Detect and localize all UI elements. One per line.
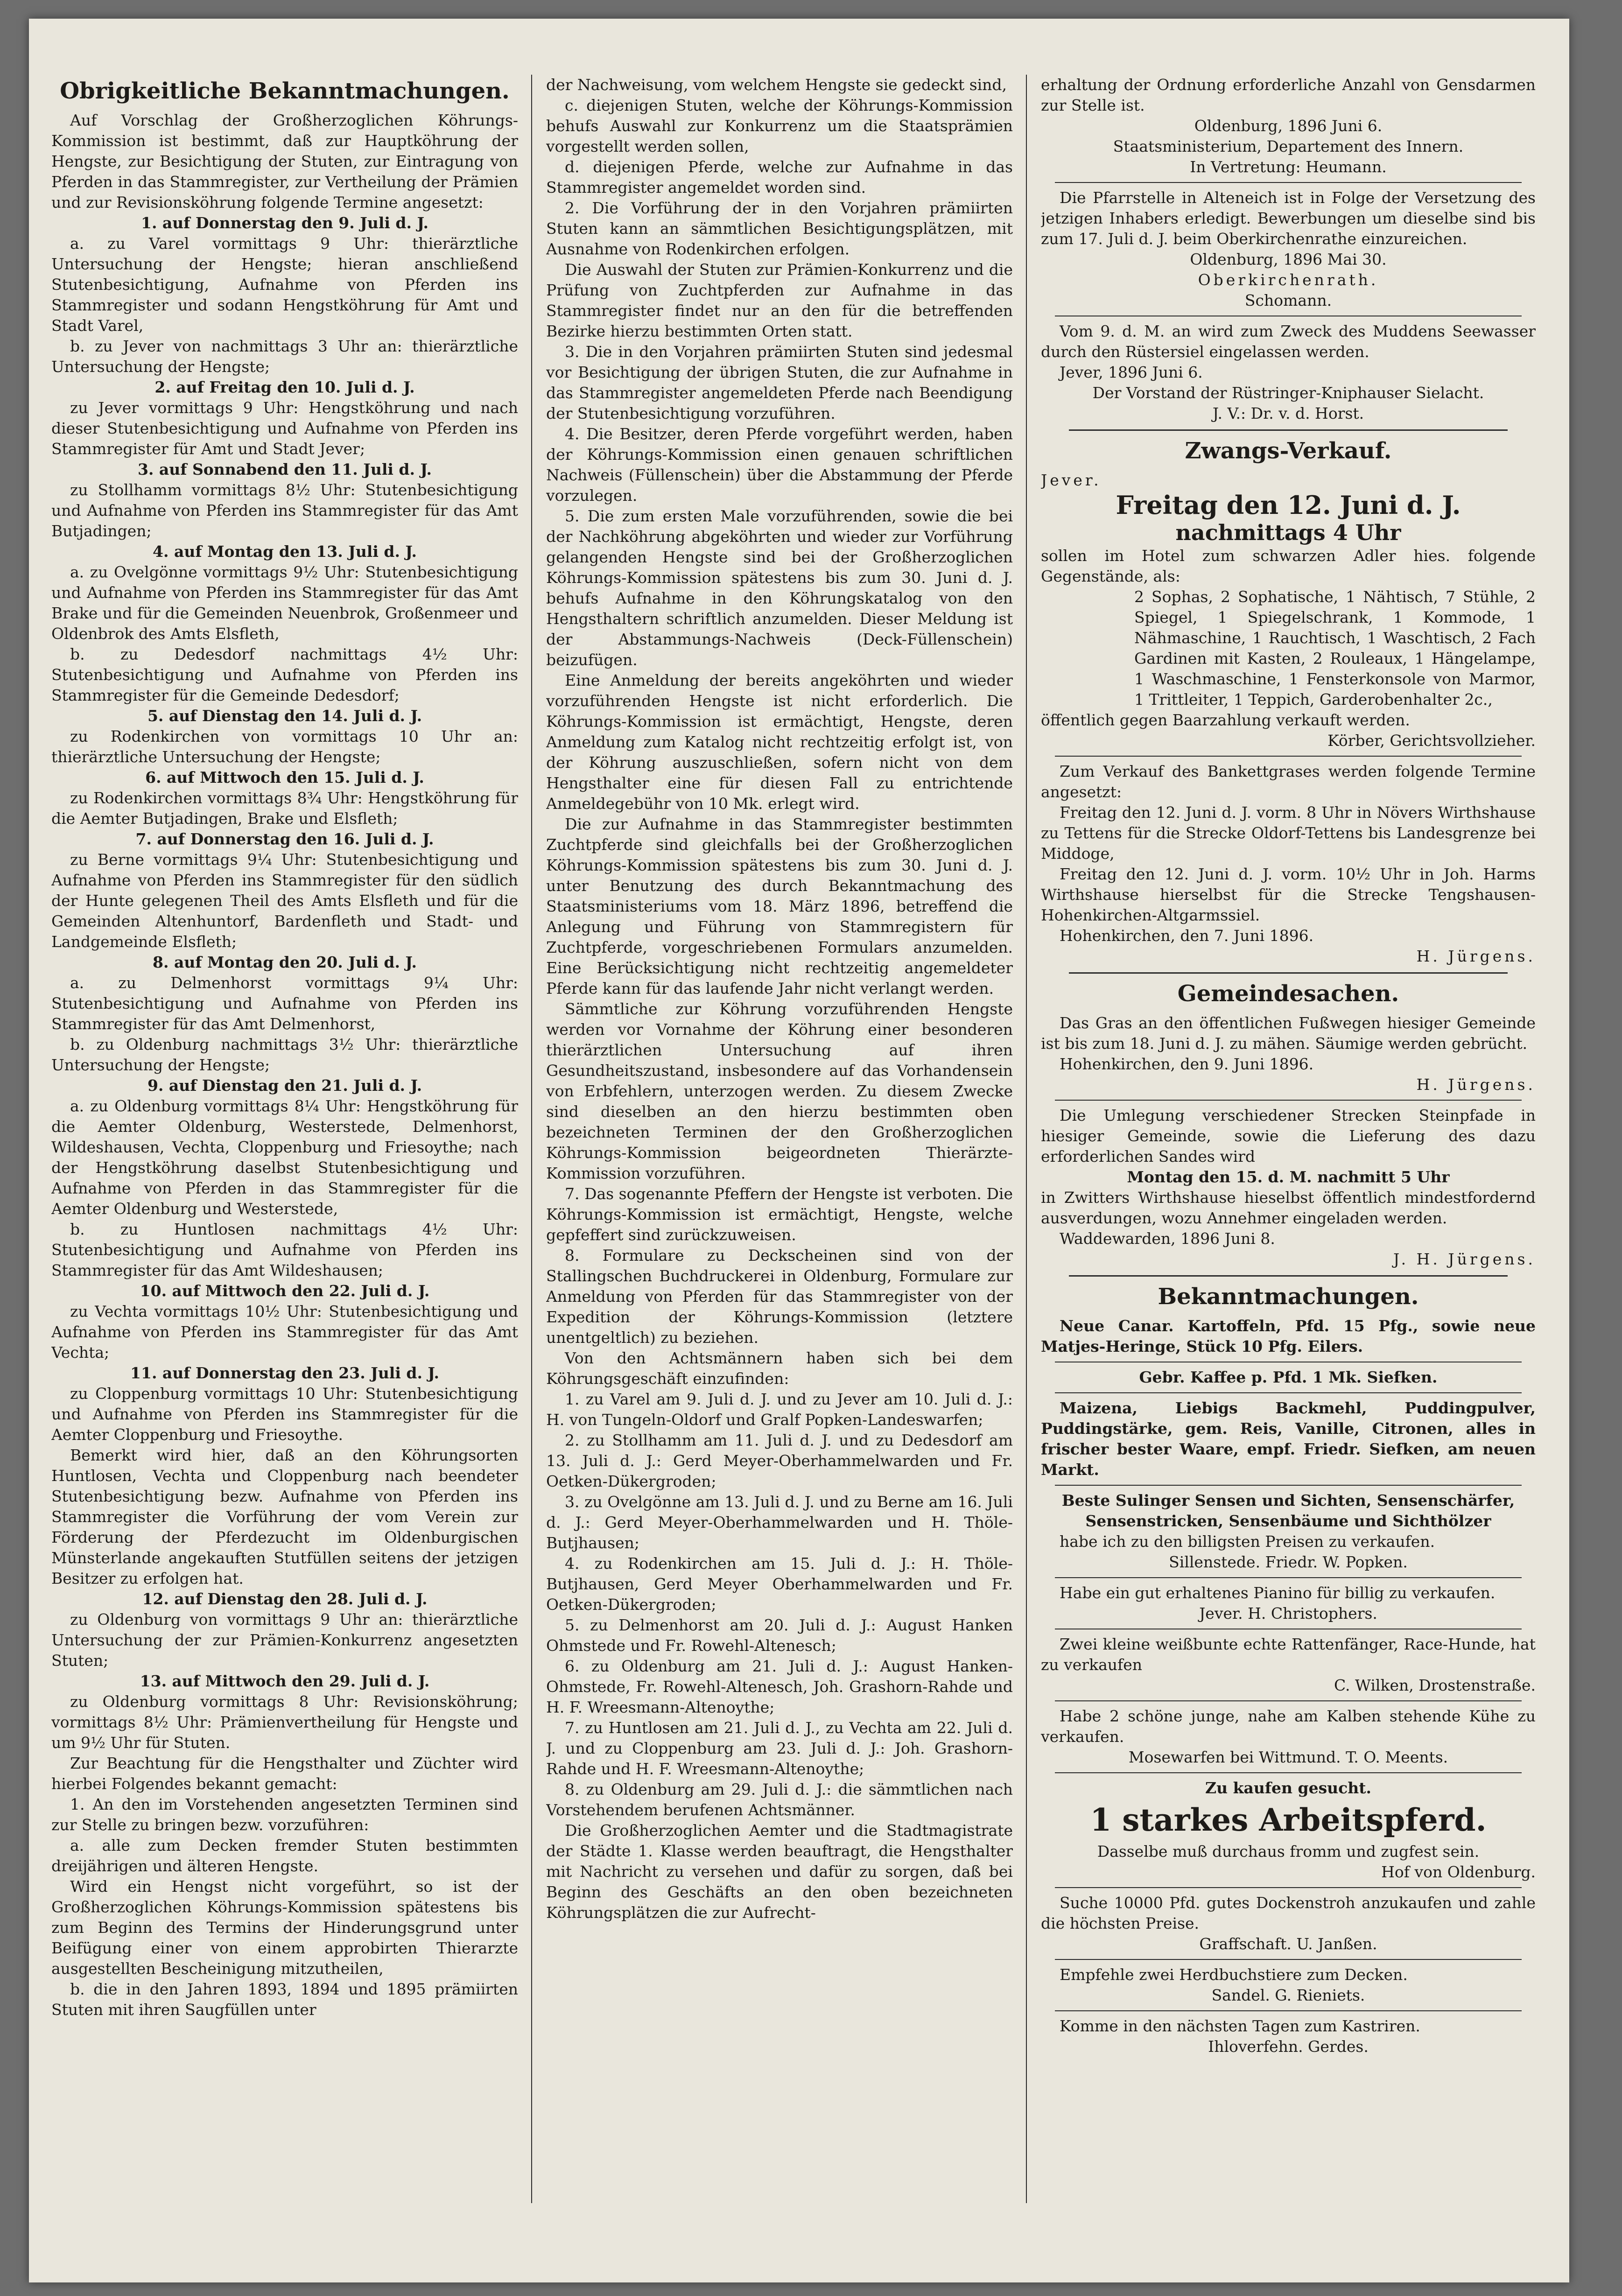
notice-place: Hohenkirchen, den 7. Juni 1896.	[1060, 927, 1314, 945]
date-heading: 8. auf Montag den 20. Juli d. J.	[153, 953, 417, 971]
paragraph: 4. Die Besitzer, deren Pferde vorgeführt werden, haben der Köhrungs-Kommission einen genauen schriftlichen Nachweis (Füllenschein) über die Abstammung der Pferde vorzulegen.	[546, 425, 1013, 505]
paragraph: 3. Die in den Vorjahren prämiirten Stuten sind jedesmal vor Besichtigung der übrigen Stuten, die zur Aufnahme in das Stammregister angemeldeten Pferde nach Beendigung der Stutenbesichtigung vorzuführen.	[546, 343, 1013, 422]
paragraph: Von den Achtsmännern haben sich bei dem Köhrungsgeschäft einzufinden:	[546, 1349, 1013, 1388]
date-heading: 3. auf Sonnabend den 11. Juli d. J.	[137, 460, 432, 478]
divider	[1055, 1392, 1522, 1393]
paragraph: b. zu Oldenburg nachmittags 3½ Uhr: thierärztliche Untersuchung der Hengste;	[51, 1035, 518, 1074]
intro-paragraph: Auf Vorschlag der Großherzoglichen Köhrungs-Kommission ist bestimmt, daß zur Hauptköhrung der Hengste, zur Besichtigung der Stuten, zur Eintragung von Pferden in das Stammregister, zur Vertheilung der Prämien und zur Revisionsköhrung folgende Termine angesetzt:	[51, 111, 518, 211]
paragraph: b. zu Dedesdorf nachmittags 4½ Uhr: Stutenbesichtigung und Aufnahme von Pferden ins Stammregister für die Gemeinde Dedesdorf;	[51, 645, 518, 704]
divider	[1069, 1275, 1508, 1277]
paragraph: a. zu Oldenburg vormittags 8¼ Uhr: Hengstköhrung für die Aemter Oldenburg, Westerstede, Delmenhorst, Wildeshausen, Vechta, Cloppenburg und Friesoythe; nach der Hengstköhrung daselbst Stutenbesichtigung und Aufnahme von Pferden in das Stammregister für die Aemter Oldenburg und Westerstede,	[51, 1097, 518, 1218]
advertisement: Neue Canar. Kartoffeln, Pfd. 15 Pfg., sowie neue Matjes-Heringe, Stück 10 Pfg. Eilers.	[1041, 1317, 1536, 1355]
column-3	[1041, 75, 1536, 2057]
advertisement-signature: Graffschaft. U. Janßen.	[1199, 1935, 1377, 1953]
notice-text: erhaltung der Ordnung erforderliche Anzahl von Gensdarmen zur Stelle ist.	[1041, 76, 1536, 114]
column-rule	[1026, 75, 1027, 2203]
advertisement: habe ich zu den billigsten Preisen zu verkaufen.	[1060, 1532, 1435, 1551]
paragraph: 1. zu Varel am 9. Juli d. J. und zu Jever am 10. Juli d. J.: H. von Tungeln-Oldorf und Gralf Popken-Landeswarfen;	[546, 1390, 1013, 1429]
advertisement: Zwei kleine weißbunte echte Rattenfänger, Race-Hunde, hat zu verkaufen	[1041, 1635, 1536, 1674]
notice-signature: H. Jürgens.	[1416, 1075, 1536, 1094]
announcement-list	[546, 75, 1013, 1923]
paragraph: Wird ein Hengst nicht vorgeführt, so ist der Großherzoglichen Köhrungs-Kommission spätestens bis zum Beginn des Termins der Hinderungsgrund unter Beifügung einer von einem approbirten Thierarzte ausgestellten Bescheinigung mitzutheilen,	[51, 1877, 518, 1978]
advertisement: Dasselbe muß durchaus fromm und zugfest sein.	[1097, 1842, 1480, 1861]
notice-authority: Staatsministerium, Departement des Innern.	[1113, 137, 1464, 155]
paragraph: zu Oldenburg von vormittags 9 Uhr an: thierärztliche Untersuchung der zur Prämien-Konkurrenz angesetzten Stuten;	[51, 1610, 518, 1670]
column-1	[51, 75, 518, 2020]
column-rule	[531, 75, 532, 2203]
auction-time: nachmittags 4 Uhr	[1175, 520, 1401, 545]
paragraph: 5. zu Delmenhorst am 20. Juli d. J.: August Hanken Ohmstede und Fr. Rowehl-Altenesch;	[546, 1616, 1013, 1655]
advertisement: Empfehle zwei Herdbuchstiere zum Decken.	[1060, 1966, 1408, 1984]
advertisement: Komme in den nächsten Tagen zum Kastriren.	[1060, 2017, 1420, 2035]
notice-text: Das Gras an den öffentlichen Fußwegen hiesiger Gemeinde ist bis zum 18. Juni d. J. zu mähen. Säumige werden gebrücht.	[1041, 1014, 1536, 1053]
notice-place: Oldenburg, 1896 Juni 6.	[1194, 117, 1383, 135]
auction-date: Freitag den 12. Juni d. J.	[1116, 490, 1461, 520]
divider	[1055, 1772, 1522, 1773]
paragraph: Eine Anmeldung der bereits angeköhrten und wieder vorzuführenden Hengste ist nicht erforderlich. Die Köhrungs-Kommission ist ermächtigt, Hengste, deren Anmeldung zum Katalog nicht rechtzeitig erfolgt ist, von der Köhrung auszuschließen, sofern nicht von dem Hengsthalter eine für diesen Fall zu entrichtende Anmeldegebühr von 10 Mk. erlegt wird.	[546, 671, 1013, 813]
paragraph: Die zur Aufnahme in das Stammregister bestimmten Zuchtpferde sind gleichfalls bei der Großherzoglichen Köhrungs-Kommission spätestens bis zum 30. Juni d. J. unter Benutzung des durch Bekanntmachung des Staatsministeriums vom 18. März 1896, betreffend die Anlegung und Führung von Stammregistern für Zuchtpferde, vorgeschriebenen Formulars anzumelden. Eine Berücksichtigung nicht rechtzeitig angemeldeter Pferde kann für das laufende Jahr nicht verlangt werden.	[546, 815, 1013, 997]
date-heading: 10. auf Mittwoch den 22. Juli d. J.	[140, 1282, 430, 1300]
divider	[1055, 1887, 1522, 1888]
paragraph: 7. Das sogenannte Pfeffern der Hengste ist verboten. Die Köhrungs-Kommission ist ermächtigt, Hengste, welche gepfeffert sind zurückzuweisen.	[546, 1185, 1013, 1244]
notice-text: Freitag den 12. Juni d. J. vorm. 10½ Uhr in Joh. Harms Wirthshause hierselbst für die Strecke Tengshausen-Hohenkirchen-Altgarmssiel.	[1041, 865, 1536, 924]
date-heading: 7. auf Donnerstag den 16. Juli d. J.	[135, 830, 434, 848]
advertisement-signature: Ihloverfehn. Gerdes.	[1208, 2037, 1369, 2056]
paragraph: 2. zu Stollhamm am 11. Juli d. J. und zu Dedesdorf am 13. Juli d. J.: Gerd Meyer-Oberhammelwarden und Fr. Oetken-Dükergroden;	[546, 1431, 1013, 1490]
column-2	[546, 75, 1013, 1923]
advertisement-signature: Hof von Oldenburg.	[1381, 1863, 1536, 1881]
divider	[1055, 2010, 1522, 2011]
paragraph: a. zu Varel vormittags 9 Uhr: thierärztliche Untersuchung der Hengste; hieran anschließend Stutenbesichtigung, Aufnahme von Pferden ins Stammregister und sodann Hengstköhrung für Amt und Stadt Varel,	[51, 234, 518, 335]
notice-place: Hohenkirchen, den 9. Juni 1896.	[1060, 1055, 1314, 1073]
auction-items: 2 Sophas, 2 Sophatische, 1 Nähtisch, 7 Stühle, 2 Spiegel, 1 Spiegelschrank, 1 Kommode, 1 Nähmaschine, 1 Rauchtisch, 1 Waschtisch, 2 Fach Gardinen mit Kasten, 2 Rouleaux, 1 Hängelampe, 1 Waschmaschine, 1 Fensterkonsole von Marmor, 1 Trittleiter, 1 Teppich, Garderobenhalter 2c.,	[1134, 588, 1536, 709]
notice-authority: Oberkirchenrath.	[1198, 271, 1379, 289]
advertisement-heading: Zu kaufen gesucht.	[1205, 1779, 1371, 1797]
date-heading: 6. auf Mittwoch den 15. Juli d. J.	[145, 768, 424, 786]
date-heading: 4. auf Montag den 13. Juli d. J.	[153, 542, 417, 561]
notice-signature: In Vertretung: Heumann.	[1190, 158, 1387, 176]
paragraph: 7. zu Huntlosen am 21. Juli d. J., zu Vechta am 22. Juli d. J. und zu Cloppenburg am 23. Juli d. J.: Joh. Grashorn-Rahde und H. F. Wreesmann-Altenoythe;	[546, 1719, 1013, 1778]
section-heading: Zwangs-Verkauf.	[1185, 438, 1392, 464]
notice-signature: Schomann.	[1244, 291, 1332, 309]
paragraph: zu Oldenburg vormittags 8 Uhr: Revisionsköhrung; vormittags 8½ Uhr: Prämienvertheilung für Hengste und um 9½ Uhr für Stuten.	[51, 1692, 518, 1752]
paragraph: zu Vechta vormittags 10½ Uhr: Stutenbesichtigung und Aufnahme von Pferden ins Stammregister für das Amt Vechta;	[51, 1302, 518, 1362]
advertisement: Maizena, Liebigs Backmehl, Puddingpulver, Puddingstärke, gem. Reis, Vanille, Citronen, alles in frischer bester Waare, empf. Friedr. Siefken, am neuen Markt.	[1041, 1399, 1536, 1479]
paragraph: d. diejenigen Pferde, welche zur Aufnahme in das Stammregister angemeldet worden sind.	[546, 158, 1013, 197]
advertisement-headline: 1 starkes Arbeitspferd.	[1090, 1802, 1487, 1838]
paragraph: 3. zu Ovelgönne am 13. Juli d. J. und zu Berne am 16. Juli d. J.: Gerd Meyer-Oberhammelwarden und H. Thöle-Butjhausen;	[546, 1493, 1013, 1552]
newspaper-page	[29, 19, 1569, 2282]
notice-signature: J. V.: Dr. v. d. Horst.	[1212, 404, 1364, 422]
paragraph: zu Rodenkirchen von vormittags 10 Uhr an: thierärztliche Untersuchung der Hengste;	[51, 727, 518, 766]
notice-authority: Der Vorstand der Rüstringer-Kniphauser Sielacht.	[1092, 384, 1484, 402]
paragraph: 1. An den im Vorstehenden angesetzten Terminen sind zur Stelle zu bringen bezw. vorzuführen:	[51, 1795, 518, 1834]
date-heading: 5. auf Dienstag den 14. Juli d. J.	[147, 707, 422, 725]
paragraph: b. zu Jever von nachmittags 3 Uhr an: thierärztliche Untersuchung der Hengste;	[51, 337, 518, 376]
divider	[1069, 429, 1508, 431]
notice-text: Freitag den 12. Juni d. J. vorm. 8 Uhr in Növers Wirthshause zu Tettens für die Strecke Oldorf-Tettens bis Landesgrenze bei Middoge,	[1041, 803, 1536, 863]
advertisement: Habe ein gut erhaltenes Pianino für billig zu verkaufen.	[1060, 1584, 1496, 1602]
paragraph: der Nachweisung, vom welchem Hengste sie gedeckt sind,	[546, 76, 1007, 94]
advertisement-signature: Mosewarfen bei Wittmund. T. O. Meents.	[1128, 1748, 1448, 1766]
paragraph: Die Auswahl der Stuten zur Prämien-Konkurrenz und die Prüfung von Zuchtpferden zur Aufnahme in das Stammregister findet nur an den für die betreffenden Bezirke hierzu bestimmten Orten statt.	[546, 260, 1013, 340]
notice-text: Die Pfarrstelle in Alteneich ist in Folge der Versetzung des jetzigen Inhabers erledigt. Bewerbungen um dieselbe sind bis zum 17. Juli d. J. beim Oberkirchenrathe einzureichen.	[1041, 189, 1536, 248]
section-heading: Gemeindesachen.	[1177, 981, 1399, 1007]
paragraph: 5. Die zum ersten Male vorzuführenden, sowie die bei der Nachköhrung abgeköhrten und wieder zur Vorführung gelangenden Hengste sind bei der Großherzoglichen Köhrungs-Kommission spätestens bis zum 30. Juni d. J. behufs Aufnahme in den Köhrungskatalog von den Hengsthaltern schriftlich anzumelden. Dieser Meldung ist der Abstammungs-Nachweis (Deck-Füllenschein) beizufügen.	[546, 507, 1013, 669]
date-heading: 1. auf Donnerstag den 9. Juli d. J.	[140, 214, 428, 232]
auction-place: Jever.	[1041, 471, 1102, 489]
divider	[1055, 1100, 1522, 1101]
auction-intro: sollen im Hotel zum schwarzen Adler hies. folgende Gegenstände, als:	[1041, 547, 1536, 585]
announcement-list	[51, 213, 518, 2020]
notice-place: Oldenburg, 1896 Mai 30.	[1190, 250, 1387, 268]
section-heading: Bekanntmachungen.	[1158, 1284, 1419, 1310]
paragraph: Bemerkt wird hier, daß an den Köhrungsorten Huntlosen, Vechta und Cloppenburg nach beendeter Stutenbesichtigung bezw. Aufnahme von Pferden ins Stammregister die Vorführung der vom Verein zur Förderung der Pferdezucht im Oldenburgischen Münsterlande angekauften Stutfüllen seitens der jetzigen Besitzer zu erfolgen hat.	[51, 1446, 518, 1587]
paragraph: zu Berne vormittags 9¼ Uhr: Stutenbesichtigung und Aufnahme von Pferden ins Stammregister für den südlich der Hunte gelegenen Theil des Amts Elsfleth und für die Gemeinden Altenhuntorf, Bardenfleth und Stadt- und Landgemeinde Elsfleth;	[51, 850, 518, 951]
advertisement-signature: Jever. H. Christophers.	[1199, 1604, 1377, 1622]
date-heading: 11. auf Donnerstag den 23. Juli d. J.	[130, 1364, 439, 1382]
paragraph: Zur Beachtung für die Hengsthalter und Züchter wird hierbei Folgendes bekannt gemacht:	[51, 1754, 518, 1793]
paragraph: zu Jever vormittags 9 Uhr: Hengstköhrung und nach dieser Stutenbesichtigung und Aufnahme von Pferden ins Stammregister für Amt und Stadt Jever;	[51, 399, 518, 458]
paragraph: 2. Die Vorführung der in den Vorjahren prämiirten Stuten kann an sämmtlichen Besichtigungsplätzen, mit Ausnahme von Rodenkirchen erfolgen.	[546, 199, 1013, 258]
notice-signature: J. H. Jürgens.	[1393, 1250, 1536, 1268]
advertisement-signature: Sillenstede. Friedr. W. Popken.	[1169, 1553, 1408, 1571]
paragraph: zu Cloppenburg vormittags 10 Uhr: Stutenbesichtigung und Aufnahme von Pferden ins Stammregister für die Aemter Cloppenburg und Friesoythe.	[51, 1384, 518, 1444]
paragraph: Die Großherzoglichen Aemter und die Stadtmagistrate der Städte 1. Klasse werden beauftragt, die Hengsthalter mit Nachricht zu versehen und dafür zu sorgen, daß bei Beginn des Geschäfts an den oben bezeichneten Köhrungsplätzen die zur Aufrecht-	[546, 1821, 1013, 1922]
section-heading: Obrigkeitliche Bekanntmachungen.	[60, 78, 510, 104]
paragraph: 8. zu Oldenburg am 29. Juli d. J.: die sämmtlichen nach Vorstehendem berufenen Achtsmänner.	[546, 1780, 1013, 1819]
advertisement: Habe 2 schöne junge, nahe am Kalben stehende Kühe zu verkaufen.	[1041, 1707, 1536, 1746]
auction-end: öffentlich gegen Baarzahlung verkauft werden.	[1041, 711, 1410, 729]
date-heading: 12. auf Dienstag den 28. Juli d. J.	[142, 1590, 428, 1608]
notice-date: Montag den 15. d. M. nachmitt 5 Uhr	[1127, 1168, 1450, 1186]
notice-text: Vom 9. d. M. an wird zum Zweck des Muddens Seewasser durch den Rüstersiel eingelassen werden.	[1041, 322, 1536, 361]
notice-text: in Zwitters Wirthshause hieselbst öffentlich mindestfordernd ausverdungen, wozu Annehmer eingeladen werden.	[1041, 1188, 1536, 1227]
divider	[1055, 1700, 1522, 1701]
date-heading: 9. auf Dienstag den 21. Juli d. J.	[147, 1076, 422, 1095]
divider	[1069, 972, 1508, 974]
notice-text: Die Umlegung verschiedener Strecken Steinpfade in hiesiger Gemeinde, sowie die Lieferung des dazu erforderlichen Sandes wird	[1041, 1106, 1536, 1166]
paragraph: 6. zu Oldenburg am 21. Juli d. J.: August Hanken-Ohmstede, Fr. Rowehl-Altenesch, Joh. Grashorn-Rahde und H. F. Wreesmann-Altenoythe;	[546, 1657, 1013, 1716]
notice-place: Waddewarden, 1896 Juni 8.	[1060, 1229, 1275, 1248]
divider	[1055, 756, 1522, 757]
date-heading: 13. auf Mittwoch den 29. Juli d. J.	[140, 1672, 430, 1690]
date-heading: 2. auf Freitag den 10. Juli d. J.	[154, 378, 415, 396]
paragraph: b. die in den Jahren 1893, 1894 und 1895 prämiirten Stuten mit ihren Saugfüllen unter	[51, 1980, 518, 2019]
advertisement-signature: Sandel. G. Rieniets.	[1211, 1986, 1365, 2004]
paragraph: Sämmtliche zur Köhrung vorzuführenden Hengste werden vor Vornahme der Köhrung einer besonderen thierärztlichen Untersuchung auf ihren Gesundheitszustand, insbesondere auf das Vorhandensein von Erbfehlern, unterzogen werden. Zu diesem Zwecke sind dieselben an den hierzu bestimmten oben bezeichneten Terminen der den Großherzoglichen Köhrungs-Kommission beigeordneten Thierärzte-Kommission vorzuführen.	[546, 1000, 1013, 1182]
divider	[1055, 1959, 1522, 1960]
paragraph: a. zu Ovelgönne vormittags 9½ Uhr: Stutenbesichtigung und Aufnahme von Pferden ins Stammregister für das Amt Brake und für die Gemeinden Neuenbrok, Großenmeer und Oldenbrok des Amts Elsfleth,	[51, 563, 518, 643]
divider	[1055, 182, 1522, 183]
paragraph: c. diejenigen Stuten, welche der Köhrungs-Kommission behufs Auswahl zur Konkurrenz um die Staatsprämien vorgestellt werden sollen,	[546, 96, 1013, 155]
paragraph: 4. zu Rodenkirchen am 15. Juli d. J.: H. Thöle-Butjhausen, Gerd Meyer Oberhammelwarden und Fr. Oetken-Dükergroden;	[546, 1554, 1013, 1614]
paragraph: a. zu Delmenhorst vormittags 9¼ Uhr: Stutenbesichtigung und Aufnahme von Pferden ins Stammregister für das Amt Delmenhorst,	[51, 974, 518, 1033]
divider	[1055, 1485, 1522, 1486]
advertisement-signature: C. Wilken, Drostenstraße.	[1334, 1676, 1536, 1694]
paragraph: b. zu Huntlosen nachmittags 4½ Uhr: Stutenbesichtigung und Aufnahme von Pferden ins Stammregister für das Amt Wildeshausen;	[51, 1220, 518, 1279]
paragraph: a. alle zum Decken fremder Stuten bestimmten dreijährigen und älteren Hengste.	[51, 1836, 518, 1875]
paragraph: 8. Formulare zu Deckscheinen sind von der Stallingschen Buchdruckerei in Oldenburg, Formulare zur Anmeldung von Pferden für das Stammregister von der Expedition der Köhrungs-Kommission (letztere unentgeltlich) zu beziehen.	[546, 1246, 1013, 1347]
advertisement-heading: Beste Sulinger Sensen und Sichten, Sensenschärfer, Sensenstricken, Sensenbäume und Sichthölzer	[1061, 1491, 1515, 1530]
auction-signature: Körber, Gerichtsvollzieher.	[1327, 731, 1536, 750]
paragraph: zu Rodenkirchen vormittags 8¾ Uhr: Hengstköhrung für die Aemter Butjadingen, Brake und Elsfleth;	[51, 789, 518, 828]
notice-place: Jever, 1896 Juni 6.	[1060, 363, 1203, 381]
notice-signature: H. Jürgens.	[1416, 947, 1536, 965]
paragraph: zu Stollhamm vormittags 8½ Uhr: Stutenbesichtigung und Aufnahme von Pferden ins Stammregister für das Amt Butjadingen;	[51, 481, 518, 540]
advertisement: Suche 10000 Pfd. gutes Dockenstroh anzukaufen und zahle die höchsten Preise.	[1041, 1894, 1536, 1932]
advertisement: Gebr. Kaffee p. Pfd. 1 Mk. Siefken.	[1139, 1368, 1438, 1386]
notice-text: Zum Verkauf des Bankettgrases werden folgende Termine angesetzt:	[1041, 762, 1536, 801]
divider	[1055, 1577, 1522, 1578]
